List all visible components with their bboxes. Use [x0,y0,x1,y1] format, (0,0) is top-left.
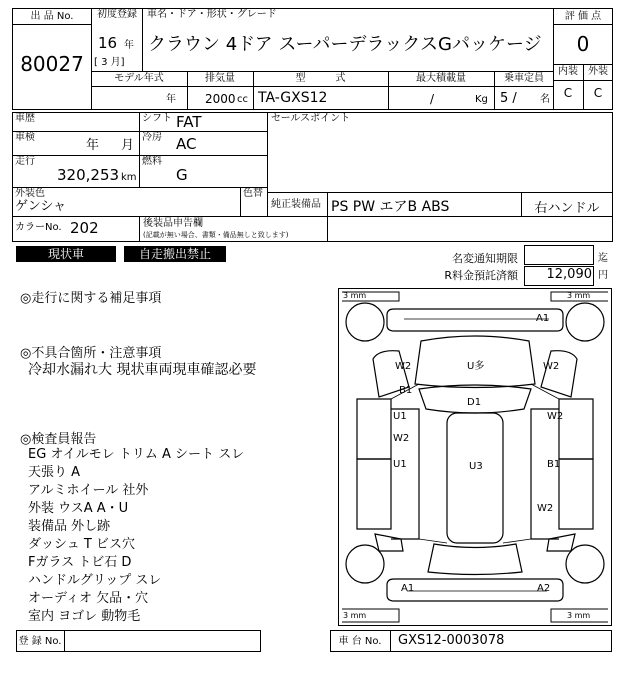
recycle-unit: 円 [598,270,608,281]
details-box [12,112,268,188]
tire-rr [567,611,590,620]
sales-point-label: セールスポイント [271,113,351,124]
chassis-label: 車 台 No. [338,636,382,647]
grade-divider [553,80,613,81]
tire-rl [343,611,366,620]
interior-label: 内装 [558,66,578,77]
inspection-month: 月 [121,138,135,153]
aftermarket-note: (記載が無い場合、書類・備品無しと致します) [143,231,289,239]
tire-unit: mm [350,291,367,300]
defects-text: 冷却水漏れ大 現状車両現車確認必要 [28,362,257,378]
details-row-1 [12,131,268,132]
first-reg-label: 初度登録 [97,9,137,20]
fuel-value: G [176,166,188,184]
color-row [12,216,613,242]
wheel-rear-left [346,545,384,583]
score-value: 0 [576,32,590,56]
model-year-unit: 年 [166,94,176,105]
displacement-label: 排気量 [205,73,235,84]
damage-mark: U3 [469,461,483,472]
title-deadline-box [524,245,594,265]
capacity-value: 5 / [500,91,517,106]
recycle-amount: 12,090 [546,267,592,282]
displacement-unit: cc [237,94,248,105]
damage-mark: U1 [393,411,407,422]
damage-mark: A2 [537,583,551,594]
inspector-line: ハンドルグリップ スレ [28,573,162,588]
inspector-line: ダッシュ T ビス穴 [28,537,135,552]
inspector-line: Fガラス トビ石 D [28,555,132,570]
fuel-label: 燃料 [142,156,162,167]
score-label: 評 価 点 [553,9,613,25]
inspector-line: アルミホイール 社外 [28,483,149,498]
inspector-line: 装備品 外し跡 [28,519,111,534]
recolor-label: 色替 [243,188,263,199]
color-no-value: 202 [70,219,99,237]
no-self-drive-badge: 自走搬出禁止 [124,246,226,262]
inspector-line: 室内 ヨゴレ 動物毛 [28,609,141,624]
ext-color-value: ゲンシャ [15,199,67,214]
tire-depth: 3 [567,611,573,620]
damage-mark: B1 [547,459,561,470]
spec-divider [91,86,554,87]
lot-label: 出 品 No. [12,9,92,25]
aircon-value: AC [176,135,197,153]
shift-label: シフト [142,113,172,124]
inspection-year: 年 [86,138,100,153]
damage-mark: A1 [536,313,550,324]
color-no-label: カラーNo. [15,222,62,233]
tire-unit: mm [574,291,591,300]
wheel-front-right [566,303,604,341]
type-label: 型 式 [295,73,346,84]
color-row-divider [139,216,140,242]
inspection-label: 車検 [15,132,35,143]
mileage-value: 320,253 [57,166,120,184]
tire-unit: mm [350,611,367,620]
damage-mark: D1 [467,397,482,408]
reg-no-label: 登 録 No. [18,636,62,647]
car-diagram-frame [338,288,612,626]
model-year-label: モデル年式 [114,73,164,84]
aftermarket-label: 後装品申告欄 [143,218,203,229]
mileage-unit: km [121,172,137,183]
tire-unit: mm [574,611,591,620]
tire-depth: 3 [343,611,349,620]
details-row-2 [12,155,268,156]
shift-value: FAT [176,113,202,131]
wheel-rear-right [566,545,604,583]
equipment-divider [327,192,328,217]
damage-mark: U多 [467,361,485,372]
ext-color-label: 外装色 [15,188,45,199]
interior-grade: C [563,86,573,100]
tire-fr [567,291,590,300]
history-label: 車歴 [15,113,35,124]
damage-mark: W2 [547,411,564,422]
capacity-label: 乗車定員 [504,73,544,84]
damage-mark: B1 [399,385,413,396]
displacement-value: 2000 [205,92,236,106]
details-col [139,112,140,188]
equipment-value: PS PW エアB ABS [331,199,450,215]
model-name: クラウン 4ドア スーパーデラックスGパッケージ [148,34,542,55]
inspector-line: 外装 ウスA A・U [28,501,129,516]
chassis-divider [390,630,391,652]
exterior-label: 外装 [588,66,608,77]
exterior-grade: C [593,86,603,100]
inspector-header: ◎検査員報告 [20,432,97,447]
year-unit: 年 [124,40,134,51]
current-car-badge: 現状車 [16,246,116,262]
inspector-line: EG オイルモレ トリム A シート スレ [28,447,245,462]
lot-number: 80027 [20,52,84,76]
damage-mark: W2 [395,361,412,372]
steering-value: 右ハンドル [534,201,600,216]
wheel-front-left [346,303,384,341]
aircon-label: 冷房 [142,132,162,143]
chassis-number: GXS12-0003078 [398,633,505,648]
inspector-line: 天張り A [28,465,81,480]
recycle-label: R料金預託済額 [444,269,518,282]
model-label: 車名・ドア・形状・グレード [147,9,277,20]
driving-header: ◎走行に関する補足事項 [20,291,162,306]
max-load-label: 最大積載量 [416,73,466,84]
damage-mark: W2 [393,433,410,444]
first-reg-year: 16 [98,34,118,52]
tire-depth: 3 [343,291,349,300]
capacity-unit: 名 [540,94,550,105]
aftermarket-divider [327,216,328,242]
inspector-line: オーディオ 欠品・穴 [28,591,149,606]
title-deadline-unit: 迄 [598,253,608,264]
max-load-value: / [430,92,435,106]
recolor-divider [240,187,241,217]
tire-fl [343,291,366,300]
damage-mark: A1 [401,583,415,594]
equipment-label: 純正装備品 [271,199,321,210]
damage-mark: U1 [393,459,407,470]
reg-no-divider [64,630,65,652]
damage-mark: W2 [537,503,554,514]
first-reg-month: [ 3 月] [94,57,125,68]
car-diagram [339,289,611,625]
mileage-label: 走行 [15,156,35,167]
type-value: TA-GXS12 [258,90,328,106]
title-deadline-label: 名変通知期限 [452,252,518,265]
max-load-unit: Kg [475,94,488,105]
defects-header: ◎不具合箇所・注意事項 [20,346,162,361]
damage-mark: W2 [543,361,560,372]
tire-depth: 3 [567,291,573,300]
